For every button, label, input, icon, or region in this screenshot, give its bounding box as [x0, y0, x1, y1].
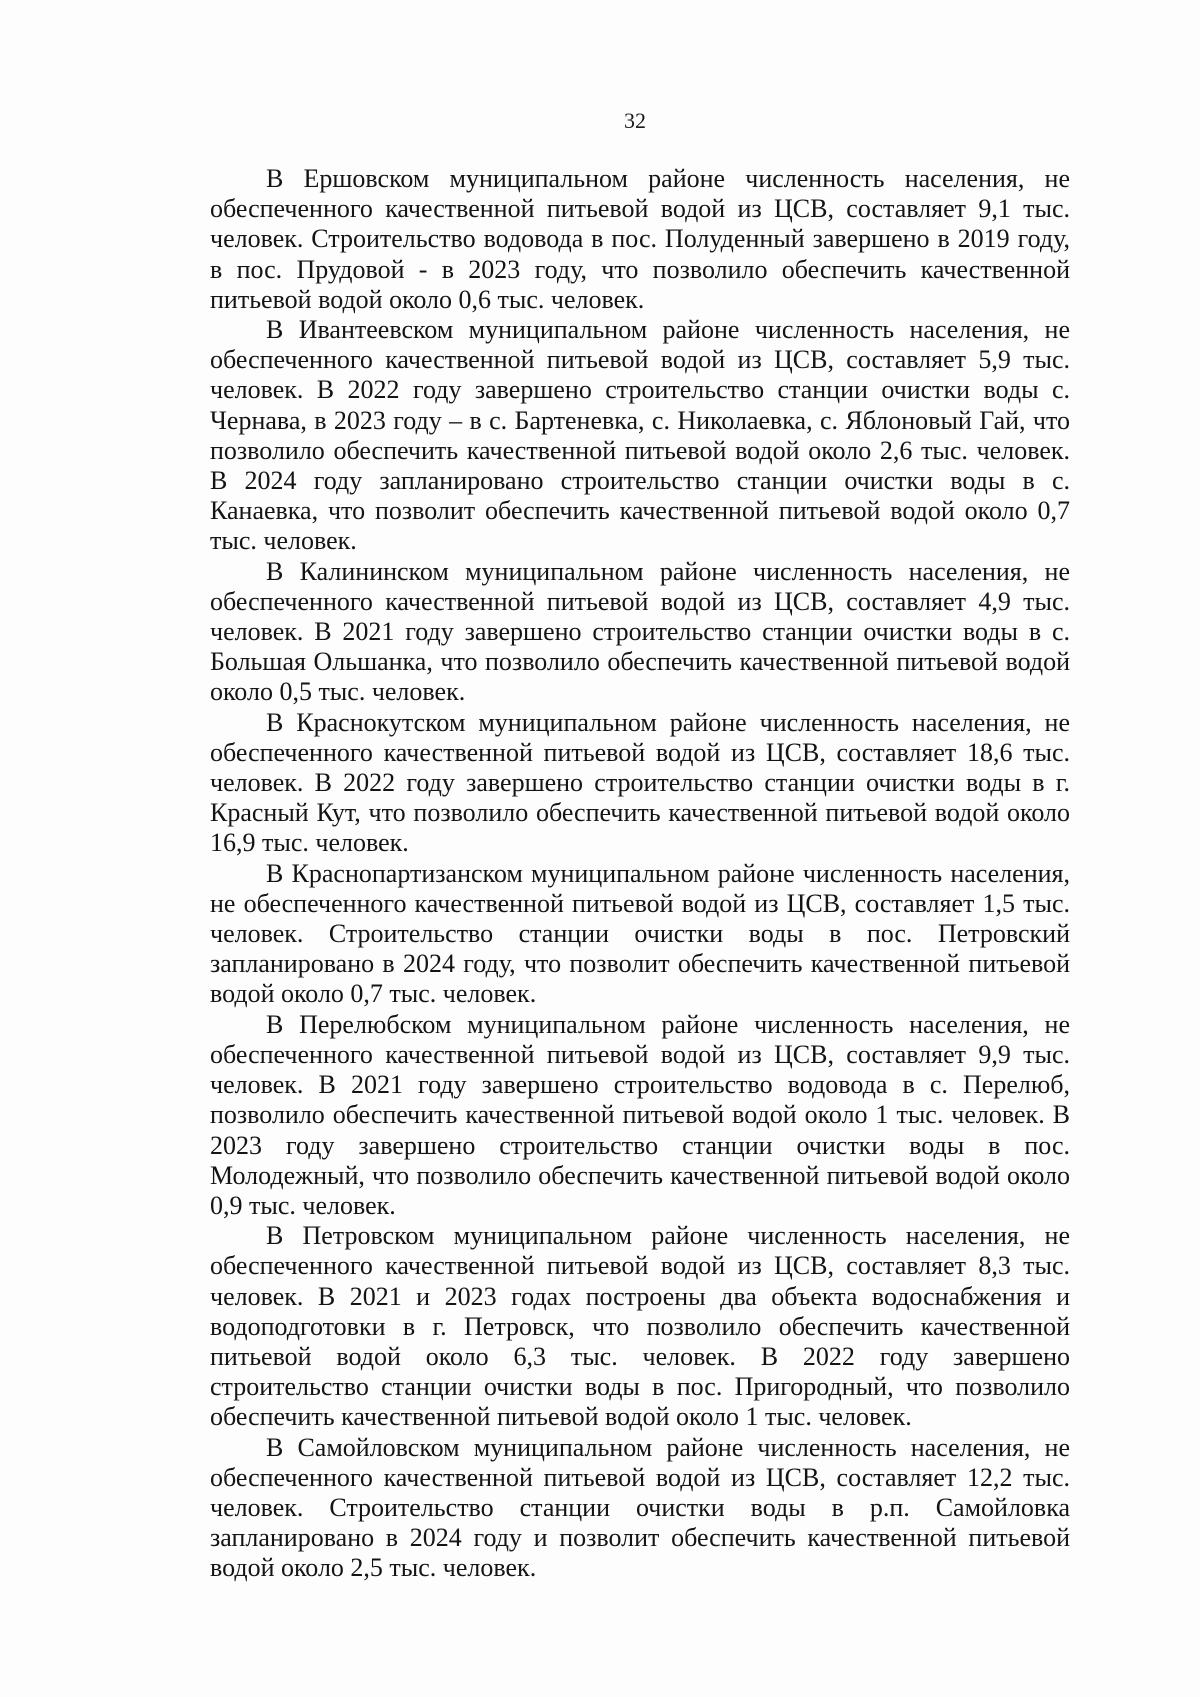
page-number: 32 [624, 108, 646, 133]
paragraph-kalininsk: В Калининском муниципальном районе численность населения, не обеспеченного качественной питьевой водой из ЦСВ, составляет 4,9 тыс. человек. В 2021 году завершено строительство станции очистки воды в с. Большая Ольшанка, что позволило обеспечить качественной питьевой водой около 0,5 тыс. человек. [210, 556, 1070, 707]
body-text [210, 164, 1070, 1584]
paragraph-ershov: В Ершовском муниципальном районе численность населения, не обеспеченного качественной питьевой водой из ЦСВ, составляет 9,1 тыс. человек. Строительство водовода в пос. Полуденный завершено в 2019 году, в пос. Прудовой - в 2023 году, что позволило обеспечить качественной питьевой водой около 0,6 тыс. человек. [210, 164, 1070, 314]
paragraph-krasny-kut: В Краснокутском муниципальном районе численность населения, не обеспеченного качественной питьевой водой из ЦСВ, составляет 18,6 тыс. человек. В 2022 году завершено строительство станции очистки воды в г. Красный Кут, что позволило обеспечить качественной питьевой водой около 16,9 тыс. человек. [210, 707, 1070, 858]
paragraph-krasnopartizansk: В Краснопартизанском муниципальном районе численность населения, не обеспеченного качественной питьевой водой из ЦСВ, составляет 1,5 тыс. человек. Строительство станции очистки воды в пос. Петровский запланировано в 2024 году, что позволит обеспечить качественной питьевой водой около 0,7 тыс. человек. [210, 858, 1070, 1009]
paragraph-petrovsk: В Петровском муниципальном районе численность населения, не обеспеченного качественной питьевой водой из ЦСВ, составляет 8,3 тыс. человек. В 2021 и 2023 годах построены два объекта водоснабжения и водоподготовки в г. Петровск, что позволило обеспечить качественной питьевой водой около 6,3 тыс. человек. В 2022 году завершено строительство станции очистки воды в пос. Пригородный, что позволило обеспечить качественной питьевой водой около 1 тыс. человек. [210, 1221, 1070, 1432]
paragraph-perelyub: В Перелюбском муниципальном районе численность населения, не обеспеченного качественной питьевой водой из ЦСВ, составляет 9,9 тыс. человек. В 2021 году завершено строительство водовода в с. Перелюб, позволило обеспечить качественной питьевой водой около 1 тыс. человек. В 2023 году завершено строительство станции очистки воды в пос. Молодежный, что позволило обеспечить качественной питьевой водой около 0,9 тыс. человек. [210, 1009, 1070, 1220]
paragraph-samoylovka: В Самойловском муниципальном районе численность населения, не обеспеченного качественной питьевой водой из ЦСВ, составляет 12,2 тыс. человек. Строительство станции очистки воды в р.п. Самойловка запланировано в 2024 году и позволит обеспечить качественной питьевой водой около 2,5 тыс. человек. [210, 1432, 1070, 1583]
paragraph-ivanteevka: В Ивантеевском муниципальном районе численность населения, не обеспеченного качественной питьевой водой из ЦСВ, составляет 5,9 тыс. человек. В 2022 году завершено строительство станции очистки воды с. Чернава, в 2023 году – в с. Бартеневка, с. Николаевка, с. Яблоновый Гай, что позволило обеспечить качественной питьевой водой около 2,6 тыс. человек. В 2024 году запланировано строительство станции очистки воды в с. Канаевка, что позволит обеспечить качественной питьевой водой около 0,7 тыс. человек. [210, 315, 1070, 556]
